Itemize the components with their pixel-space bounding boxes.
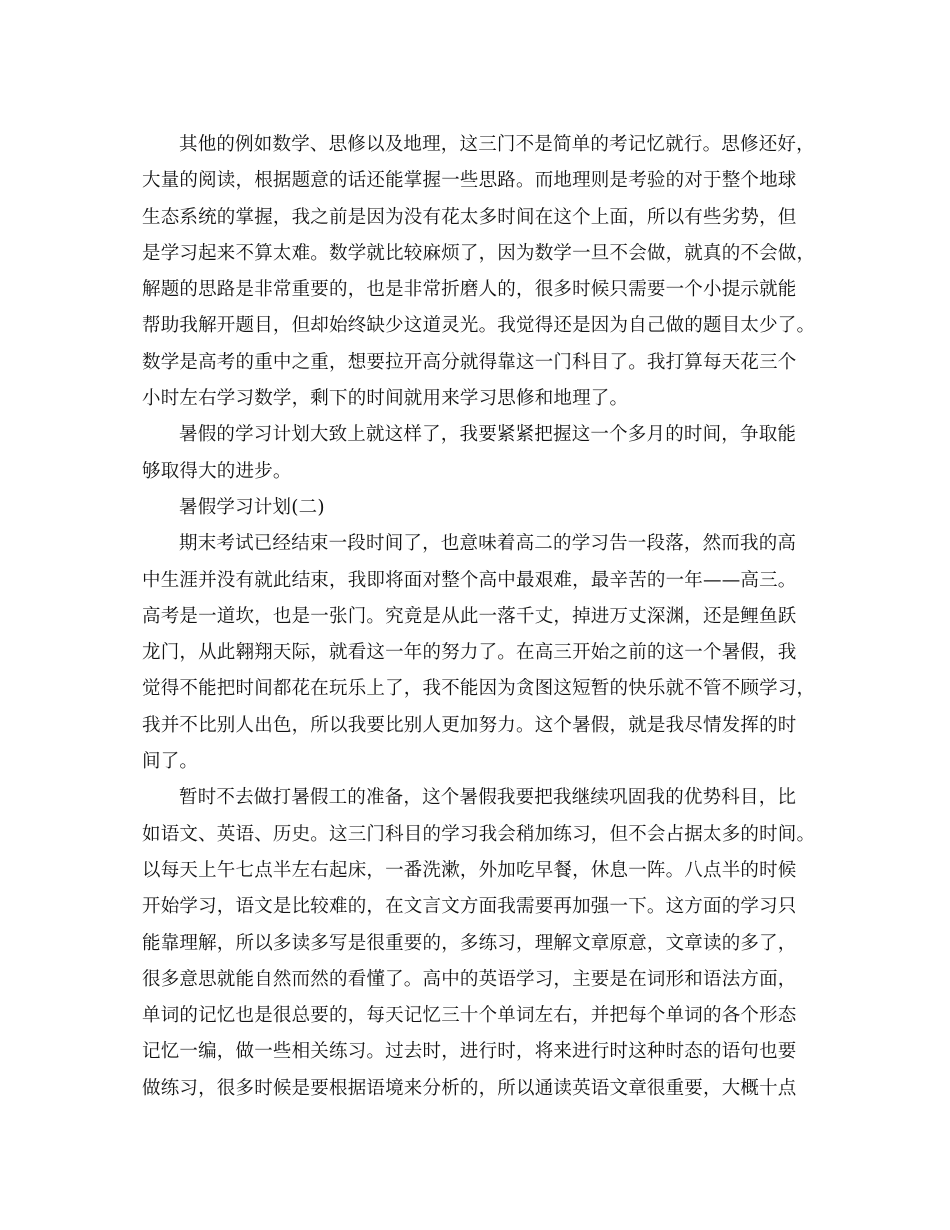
document-body	[142, 127, 816, 1107]
text-line: 我并不比别人出色，所以我要比别人更加努力。这个暑假，就是我尽情发挥的时	[142, 714, 797, 736]
text-line: 很多意思就能自然而然的看懂了。高中的英语学习，主要是在词形和语法方面，	[142, 968, 797, 990]
text-line: 龙门，从此翱翔天际，就看这一年的努力了。在高三开始之前的这一个暑假，我	[142, 642, 797, 664]
paragraph	[142, 526, 816, 780]
text-line: 以每天上午七点半左右起床，一番洗漱，外加吃早餐，休息一阵。八点半的时候	[142, 859, 797, 881]
paragraph	[142, 127, 816, 417]
paragraph	[142, 417, 810, 490]
text-line: 生态系统的掌握，我之前是因为没有花太多时间在这个上面，所以有些劣势，但	[142, 206, 797, 228]
text-line: 是学习起来不算太难。数学就比较麻烦了，因为数学一旦不会做，就真的不会做，	[142, 242, 816, 264]
paragraph	[142, 780, 816, 1107]
section-heading	[142, 490, 810, 526]
text-line: 数学是高考的重中之重，想要拉开高分就得靠这一门科目了。我打算每天花三个	[142, 351, 797, 373]
text-line: 高考是一道坎，也是一张门。究竟是从此一落千丈，掉进万丈深渊，还是鲤鱼跃	[142, 605, 797, 627]
text-line: 暑假的学习计划大致上就这样了，我要紧紧把握这一个多月的时间，争取能	[179, 424, 797, 446]
text-line: 期末考试已经结束一段时间了，也意味着高二的学习告一段落，然而我的高	[179, 533, 797, 555]
text-line: 记忆一编，做一些相关练习。过去时，进行时，将来进行时这种时态的语句也要	[142, 1041, 797, 1063]
text-line: 帮助我解开题目，但却始终缺少这道灵光。我觉得还是因为自己做的题目太少了。	[142, 315, 816, 337]
text-line: 间了。	[142, 751, 199, 773]
text-line: 解题的思路是非常重要的，也是非常折磨人的，很多时候只需要一个小提示就能	[142, 279, 797, 301]
text-line: 小时左右学习数学，剩下的时间就用来学习思修和地理了。	[142, 388, 629, 410]
text-line: 开始学习，语文是比较难的，在文言文方面我需要再加强一下。这方面的学习只	[142, 896, 797, 918]
text-line: 中生涯并没有就此结束，我即将面对整个高中最艰难，最辛苦的一年——高三。	[142, 569, 797, 591]
text-line: 单词的记忆也是很总要的，每天记忆三十个单词左右，并把每个单词的各个形态	[142, 1005, 797, 1027]
text-line: 如语文、英语、历史。这三门科目的学习我会稍加练习，但不会占据太多的时间。	[142, 823, 816, 845]
text-line: 能靠理解，所以多读多写是很重要的，多练习，理解文章原意，文章读的多了，	[142, 932, 797, 954]
heading-text: 暑假学习计划(二)	[179, 496, 325, 518]
text-line: 觉得不能把时间都花在玩乐上了，我不能因为贪图这短暂的快乐就不管不顾学习，	[142, 678, 816, 700]
text-line: 大量的阅读，根据题意的话还能掌握一些思路。而地理则是考验的对于整个地球	[142, 170, 797, 192]
text-line: 其他的例如数学、思修以及地理，这三门不是简单的考记忆就行。思修还好，	[179, 134, 815, 155]
text-line: 暂时不去做打暑假工的准备，这个暑假我要把我继续巩固我的优势科目，比	[179, 787, 797, 809]
text-line: 够取得大的进步。	[142, 460, 292, 482]
text-line: 做练习，很多时候是要根据语境来分析的，所以通读英语文章很重要，大概十点	[142, 1077, 797, 1099]
